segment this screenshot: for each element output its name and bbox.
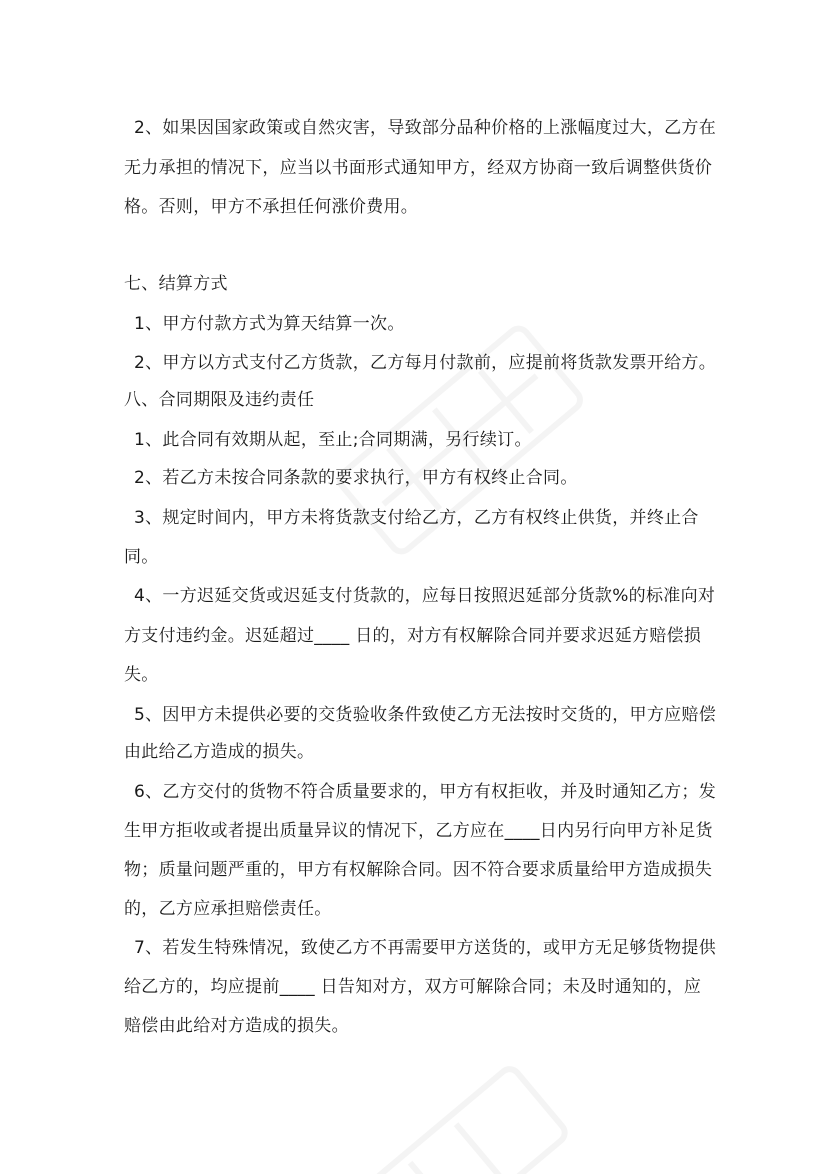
- section-8-item-2: 2、若乙方未按合同条款的要求执行，甲方有权终止合同。: [134, 468, 578, 488]
- section-8-item-5-line-2: 由此给乙方造成的损失。: [124, 742, 315, 762]
- watermark-logo-bottom: [330, 1060, 590, 1174]
- section-8-item-5-line-1: 5、因甲方未提供必要的交货验收条件致使乙方无法按时交货的，甲方应赔偿: [134, 705, 717, 725]
- section-8-item-7-line-2: 给乙方的，均应提前____ 日告知对方，双方可解除合同；未及时通知的，应: [124, 977, 702, 997]
- section-8-item-7-line-3: 赔偿由此给对方造成的损失。: [124, 1016, 349, 1036]
- section-7-item-1: 1、甲方付款方式为算天结算一次。: [134, 314, 405, 334]
- section-8-item-1: 1、此合同有效期从起，至止;合同期满，另行续订。: [134, 430, 532, 450]
- section-8-item-6-line-3: 物；质量问题严重的，甲方有权解除合同。因不符合要求质量给甲方造成损失: [124, 860, 713, 880]
- section-8-title: 八、合同期限及违约责任: [124, 390, 315, 410]
- clause-2-price-line-3: 格。否则，甲方不承担任何涨价费用。: [124, 197, 419, 217]
- section-8-item-7-line-1: 7、若发生特殊情况，致使乙方不再需要甲方送货的，或甲方无足够货物提供: [134, 938, 717, 958]
- section-8-item-4-line-3: 失。: [124, 665, 159, 685]
- section-7-title: 七、结算方式: [124, 274, 228, 294]
- section-8-item-4-line-2: 方支付违约金。迟延超过____ 日的，对方有权解除合同并要求迟延方赔偿损: [124, 626, 702, 646]
- section-8-item-4-line-1: 4、一方迟延交货或迟延支付货款的，应每日按照迟延部分货款%的标准向对: [134, 586, 716, 606]
- section-8-item-3-line-1: 3、规定时间内，甲方未将货款支付给乙方，乙方有权终止供货，并终止合: [134, 508, 699, 528]
- section-8-item-6-line-1: 6、乙方交付的货物不符合质量要求的，甲方有权拒收，并及时通知乙方；发: [134, 782, 717, 802]
- clause-2-price-line-1: 2、如果因国家政策或自然灾害，导致部分品种价格的上涨幅度过大，乙方在: [134, 118, 717, 138]
- section-8-item-6-line-4: 的，乙方应承担赔偿责任。: [124, 899, 332, 919]
- section-8-item-6-line-2: 生甲方拒收或者提出质量异议的情况下，乙方应在____日内另行向甲方补足货: [124, 821, 713, 841]
- clause-2-price-line-2: 无力承担的情况下，应当以书面形式通知甲方，经双方协商一致后调整供货价: [124, 158, 713, 178]
- section-8-item-3-line-2: 同。: [124, 547, 159, 567]
- section-7-item-2: 2、甲方以方式支付乙方货款，乙方每月付款前，应提前将货款发票开给方。: [134, 353, 717, 373]
